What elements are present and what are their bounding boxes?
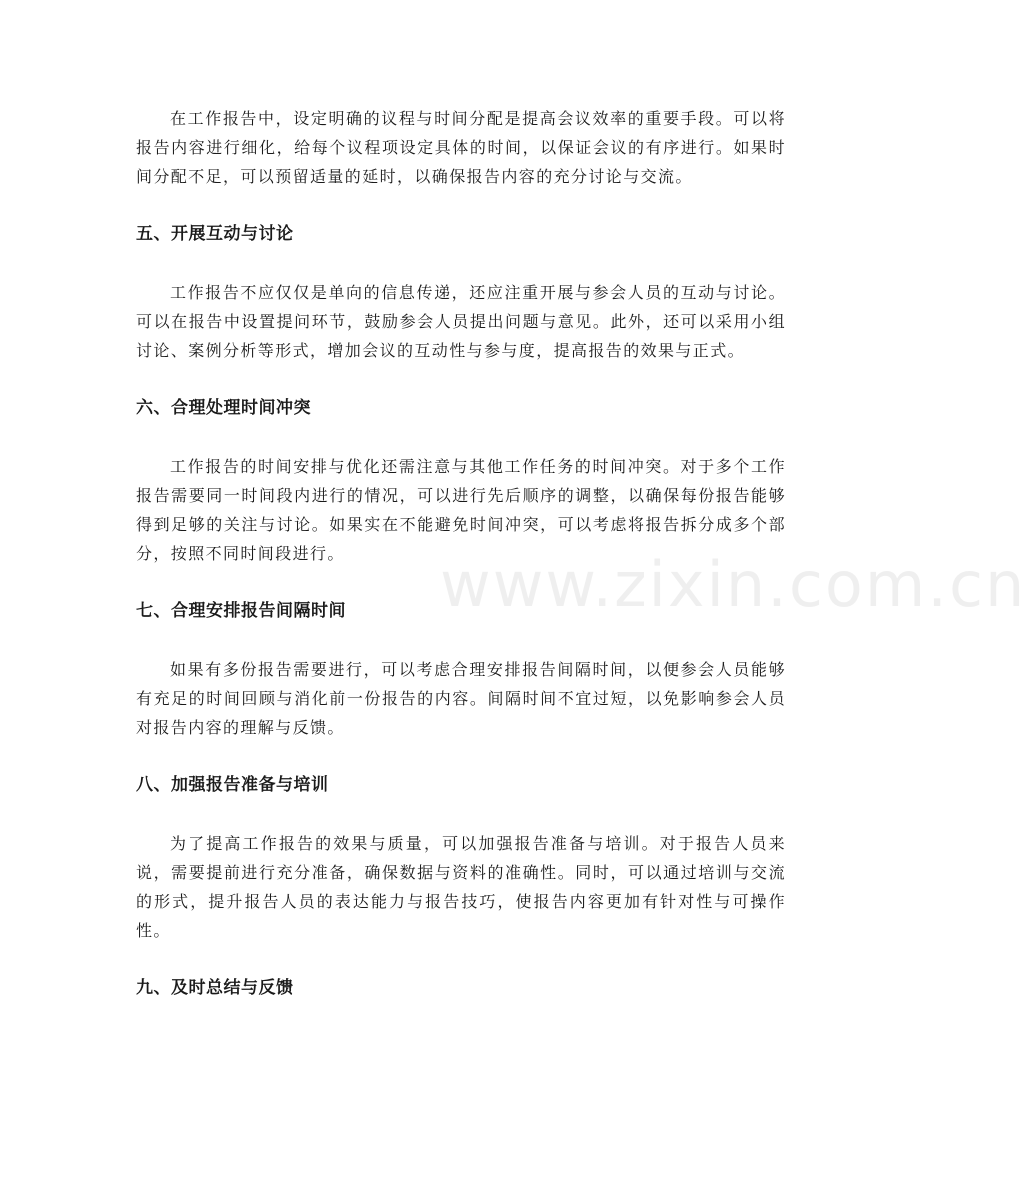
paragraph-agenda: 在工作报告中，设定明确的议程与时间分配是提高会议效率的重要手段。可以将报告内容进行细化，给每个议程项设定具体的时间，以保证会议的有序进行。如果时间分配不足，可以预留适量的延时，以确保报告内容的充分讨论与交流。 [136,109,786,186]
paragraph-interaction: 工作报告不应仅仅是单向的信息传递，还应注重开展与参会人员的互动与讨论。可以在报告中设置提问环节，鼓励参会人员提出问题与意见。此外，还可以采用小组讨论、案例分析等形式，增加会议的互动性与参与度，提高报告的效果与正式。 [136,283,786,360]
heading-preparation: 八、加强报告准备与培训 [136,775,329,795]
paragraph-interval: 如果有多份报告需要进行，可以考虑合理安排报告间隔时间，以便参会人员能够有充足的时间回顾与消化前一份报告的内容。间隔时间不宜过短，以免影响参会人员对报告内容的理解与反馈。 [136,660,786,737]
heading-summary: 九、及时总结与反馈 [136,978,294,998]
watermark: www.zixin.com.cn [440,548,1026,621]
heading-time-conflict: 六、合理处理时间冲突 [136,398,311,418]
heading-interval: 七、合理安排报告间隔时间 [136,601,346,621]
paragraph-time-conflict: 工作报告的时间安排与优化还需注意与其他工作任务的时间冲突。对于多个工作报告需要同一时间段内进行的情况，可以进行先后顺序的调整，以确保每份报告能够得到足够的关注与讨论。如果实在不能避免时间冲突，可以考虑将报告拆分成多个部分，按照不同时间段进行。 [136,457,786,563]
paragraph-preparation: 为了提高工作报告的效果与质量，可以加强报告准备与培训。对于报告人员来说，需要提前进行充分准备，确保数据与资料的准确性。同时，可以通过培训与交流的形式，提升报告人员的表达能力与报告技巧，使报告内容更加有针对性与可操作性。 [136,834,786,940]
document-body [136,104,786,1003]
heading-interaction: 五、开展互动与讨论 [136,224,294,244]
